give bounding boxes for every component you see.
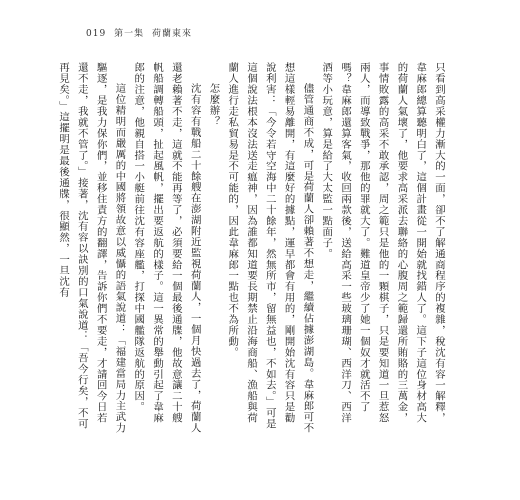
paragraph-continued: 只看到高采權力漸大的一面，卻不了解通商程序的複雜，稅沈有容一解釋，韋麻郎總算聽明白了，這個計畫從一開始就找錯人了。這下子這位身材高大的荷蘭人氣壞了，他要求高采派去聯絡的心腹周之範歸還所賄賂的三萬金，事情敗露的高采不敢承認，周之範只是他的一顆棋子，只是要知道一旦惹怒兩人，而導致戰爭，那他的罪就大了。難道皇帝少了她一個奴才就活不了嗎？韋麻郎還算客氣，收回兩款後，送給高采一些玻璃珊瑚、西洋刀、西洋酒等小玩意，算是給了大太監一點面子。	[320, 62, 445, 424]
chapter-label: 第一集	[114, 29, 145, 39]
paragraph: 儘管通商不成，可是荷蘭人卻賴著不想走，繼續佔據澎湖島。韋麻郎可不想這樣輕易離開，有這麼好的據點，運早都會有用的，剛開始沈有容只是勸說利害：「今令若守空海中二十餘年，然無所市，留無益也，不如去。」可是這個說法根本沒法送走瘟神，因為誰都知道要長期禁止沿海商船、漁船與荷蘭人進行走私貿易是不可能的，因此韋麻郎一點也不為所動。	[226, 62, 314, 434]
page-number: 019	[86, 29, 107, 39]
body-text	[57, 62, 448, 434]
page-header	[86, 26, 196, 39]
paragraph: 沈有容有戰船二十餘艘在澎湖附近監視荷蘭人，一個月快過去了，荷蘭人還老賴著不走，這就不能再等了，必須要給一個最後通牒，他故意讓二十艘帆船調轉船頭，扯起風帆，擺出要返航的樣子。這一異常的舉動引起了韋麻郎的注意，他親自搭一小艇前往沈有容座艦，打探中國艦隊返航的原因。	[132, 62, 201, 434]
paragraph: 這位精明而嚴厲的中國將領故意以威懾的語氣說道：「福建當局力主武力驅逐，是我力保你們，並移住責方的翻譯，告訴你們不要走，才請回今日若還不走，我就不管了。」接著，沈有容以訣別的口氣說道：「吾今行矣，不可再見矣。」這擺明是最後通牒，很顯然，一旦沈有	[57, 62, 126, 434]
paragraph: 怎麼辦？	[207, 82, 220, 127]
section-title: 荷蘭東來	[151, 29, 192, 39]
